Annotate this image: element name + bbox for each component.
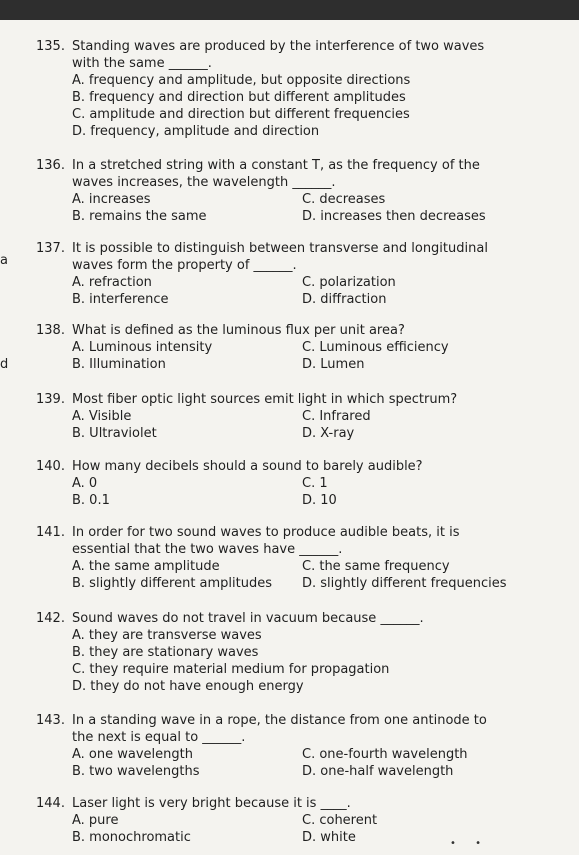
question-136 [36, 157, 572, 225]
question-number: 143. [36, 713, 65, 728]
option-row [72, 291, 572, 308]
answer-option: C. Infrared [302, 409, 371, 424]
answer-option: C. 1 [302, 476, 328, 491]
answer-options [36, 274, 572, 308]
answer-option: A. Visible [72, 409, 132, 424]
question-text-continued: waves form the property of ______. [72, 258, 297, 273]
answer-option: B. they are stationary waves [72, 645, 259, 660]
question-text: In a standing wave in a rope, the distance from one antinode to [72, 713, 487, 728]
option-row [72, 408, 572, 425]
option-row [72, 812, 572, 829]
question-text-continued: with the same ______. [72, 56, 212, 71]
question-137 [36, 240, 572, 308]
answer-option: C. Luminous efficiency [302, 340, 449, 355]
option-row [72, 356, 572, 373]
question-number: 141. [36, 525, 65, 540]
answer-option: C. the same frequency [302, 559, 450, 574]
answer-option: A. frequency and amplitude, but opposite directions [72, 73, 411, 88]
answer-option: B. frequency and direction but different amplitudes [72, 90, 406, 105]
top-dark-strip [0, 0, 579, 20]
question-text: It is possible to distinguish between transverse and longitudinal [72, 241, 488, 256]
answer-option: B. Ultraviolet [72, 426, 157, 441]
question-stem [36, 157, 572, 174]
answer-option: C. one-fourth wavelength [302, 747, 468, 762]
question-number: 139. [36, 392, 65, 407]
question-144 [36, 795, 572, 846]
answer-option: B. slightly different amplitudes [72, 576, 273, 591]
answer-options [36, 627, 572, 695]
answer-option: D. slightly different frequencies [302, 576, 507, 591]
question-138 [36, 322, 572, 373]
question-stem [36, 322, 572, 339]
option-row [72, 746, 572, 763]
answer-option: B. 0.1 [72, 493, 110, 508]
question-143 [36, 712, 572, 780]
question-stem [36, 240, 572, 257]
answer-options [36, 339, 572, 373]
question-stem [36, 458, 572, 475]
option-row [72, 492, 572, 509]
question-141 [36, 524, 572, 592]
question-stem [36, 610, 572, 627]
answer-option: A. one wavelength [72, 747, 193, 762]
answer-option: D. increases then decreases [302, 209, 486, 224]
answer-option: D. 10 [302, 493, 337, 508]
answer-options [36, 475, 572, 509]
question-number: 135. [36, 39, 65, 54]
question-number: 138. [36, 323, 65, 338]
option-row [72, 191, 572, 208]
question-text: In a stretched string with a constant T, as the frequency of the [72, 158, 480, 173]
answer-option: D. frequency, amplitude and direction [72, 124, 320, 139]
question-text: How many decibels should a sound to barely audible? [72, 459, 423, 474]
question-number: 137. [36, 241, 65, 256]
answer-option: D. one-half wavelength [302, 764, 454, 779]
answer-option: D. diffraction [302, 292, 387, 307]
question-text: Most fiber optic light sources emit light in which spectrum? [72, 392, 458, 407]
question-text-continued: essential that the two waves have ______. [72, 542, 343, 557]
question-139 [36, 391, 572, 442]
question-number: 144. [36, 796, 65, 811]
answer-options [36, 191, 572, 225]
question-text: What is defined as the luminous flux per unit area? [72, 323, 405, 338]
answer-option: A. they are transverse waves [72, 628, 262, 643]
answer-option: A. the same amplitude [72, 559, 220, 574]
answer-options [36, 746, 572, 780]
answer-option: C. they require material medium for propagation [72, 662, 390, 677]
answer-option: B. monochromatic [72, 830, 191, 845]
margin-mark-d: d [0, 357, 9, 372]
page-dots: • • [450, 838, 489, 849]
answer-option: A. 0 [72, 476, 98, 491]
question-number: 136. [36, 158, 65, 173]
answer-option: D. white [302, 830, 356, 845]
answer-option: A. Luminous intensity [72, 340, 213, 355]
option-row [72, 208, 572, 225]
answer-option: C. amplitude and direction but different frequencies [72, 107, 410, 122]
option-row [72, 763, 572, 780]
margin-mark-a: a [0, 253, 8, 268]
question-stem [36, 712, 572, 729]
answer-option: D. they do not have enough energy [72, 679, 304, 694]
question-text: Sound waves do not travel in vacuum because ______. [72, 611, 424, 626]
answer-option: C. decreases [302, 192, 386, 207]
option-row [72, 829, 572, 846]
question-text-continued: waves increases, the wavelength ______. [72, 175, 336, 190]
answer-option: A. increases [72, 192, 151, 207]
question-text: In order for two sound waves to produce audible beats, it is [72, 525, 460, 540]
answer-options [36, 558, 572, 592]
answer-options [36, 408, 572, 442]
answer-option: B. remains the same [72, 209, 207, 224]
option-row [72, 575, 572, 592]
answer-option: C. polarization [302, 275, 396, 290]
question-135 [36, 38, 572, 140]
option-row [72, 339, 572, 356]
option-row [72, 475, 572, 492]
question-stem [36, 38, 572, 55]
option-row [72, 425, 572, 442]
answer-option: B. two wavelengths [72, 764, 200, 779]
question-number: 142. [36, 611, 65, 626]
option-row [72, 558, 572, 575]
answer-options [36, 72, 572, 140]
answer-option: C. coherent [302, 813, 378, 828]
question-stem [36, 795, 572, 812]
question-text-continued: the next is equal to ______. [72, 730, 246, 745]
answer-option: A. refraction [72, 275, 152, 290]
answer-option: B. interference [72, 292, 169, 307]
question-140 [36, 458, 572, 509]
answer-option: D. Lumen [302, 357, 365, 372]
question-text: Standing waves are produced by the interference of two waves [72, 39, 485, 54]
option-row [72, 274, 572, 291]
question-stem [36, 524, 572, 541]
answer-option: D. X-ray [302, 426, 355, 441]
question-text: Laser light is very bright because it is ____. [72, 796, 351, 811]
question-number: 140. [36, 459, 65, 474]
question-142 [36, 610, 572, 695]
answer-option: A. pure [72, 813, 119, 828]
answer-options [36, 812, 572, 846]
question-stem [36, 391, 572, 408]
answer-option: B. Illumination [72, 357, 166, 372]
